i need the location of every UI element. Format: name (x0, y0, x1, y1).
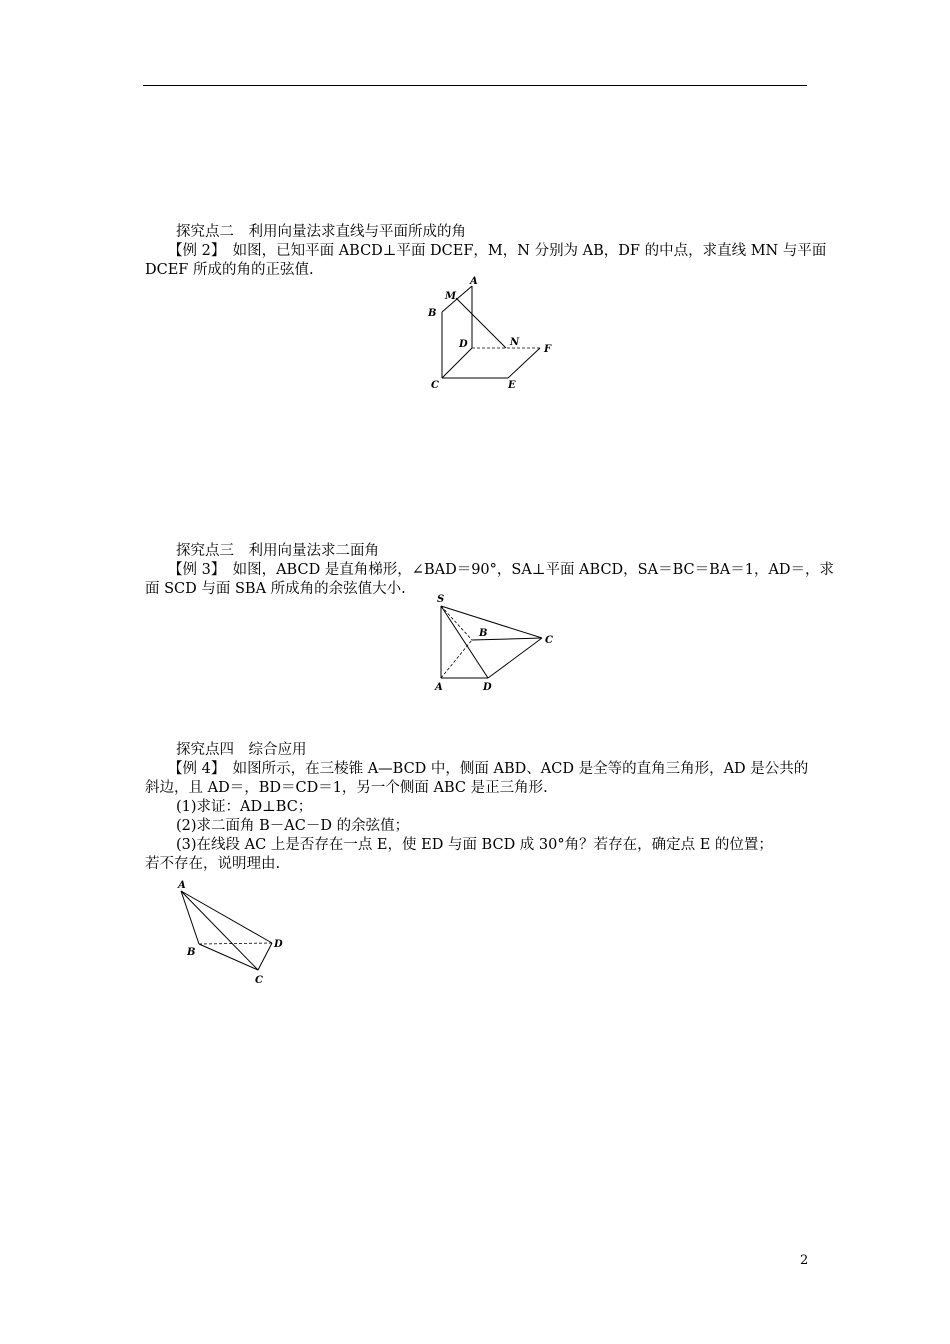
label-E: E (508, 380, 516, 391)
page-number: 2 (800, 1253, 809, 1268)
example2-text-line2: DCEF 所成的角的正弦值. (145, 262, 314, 278)
label-M: M (445, 291, 457, 302)
label-A: A (178, 880, 186, 891)
label-A: A (470, 276, 478, 287)
label-B: B (428, 308, 437, 319)
label-C: C (545, 635, 553, 646)
section2-heading: 探究点二 利用向量法求直线与平面所成的角 (176, 224, 466, 240)
example4-text-line2: 斜边，且 AD＝，BD＝CD＝1，另一个侧面 ABC 是正三角形. (145, 780, 548, 796)
example4-question3-line2: 若不存在，说明理由. (145, 856, 281, 872)
section3-heading: 探究点三 利用向量法求二面角 (176, 543, 379, 559)
section4-heading: 探究点四 综合应用 (176, 742, 307, 758)
label-F: F (544, 344, 552, 355)
label-D: D (274, 939, 283, 950)
label-B: B (187, 947, 196, 958)
label-D: D (483, 682, 492, 693)
label-S: S (437, 594, 445, 605)
example4-figure (170, 872, 290, 987)
label-C: C (431, 380, 439, 391)
example4-question3-line1: (3)在线段 AC 上是否存在一点 E，使 ED 与面 BCD 成 30°角？若存在，确定点 E 的位置； (176, 837, 773, 853)
header-rule (143, 85, 807, 86)
label-A: A (435, 682, 443, 693)
label-C: C (255, 975, 263, 986)
example4-text-line1: 【例 4】 如图所示，在三棱锥 A—BCD 中，侧面 ABD、ACD 是全等的直角三角形，AD 是公共的 (168, 761, 809, 777)
example3-figure (430, 590, 560, 695)
example4-question2: (2)求二面角 B－AC－D 的余弦值； (176, 818, 410, 834)
example3-text-line1: 【例 3】 如图，ABCD 是直角梯形，∠BAD＝90°，SA⊥平面 ABCD，SA＝BC＝BA＝1，AD＝，求 (168, 562, 835, 578)
example3-text-line2: 面 SCD 与面 SBA 所成角的余弦值大小. (145, 581, 406, 597)
example2-figure (420, 270, 560, 395)
example2-text-line1: 【例 2】 如图，已知平面 ABCD⊥平面 DCEF，M，N 分别为 AB，DF 的中点，求直线 MN 与平面 (168, 243, 827, 259)
label-B: B (479, 628, 488, 639)
example4-question1: (1)求证：AD⊥BC； (176, 799, 313, 815)
label-D: D (459, 339, 468, 350)
label-N: N (510, 337, 520, 348)
